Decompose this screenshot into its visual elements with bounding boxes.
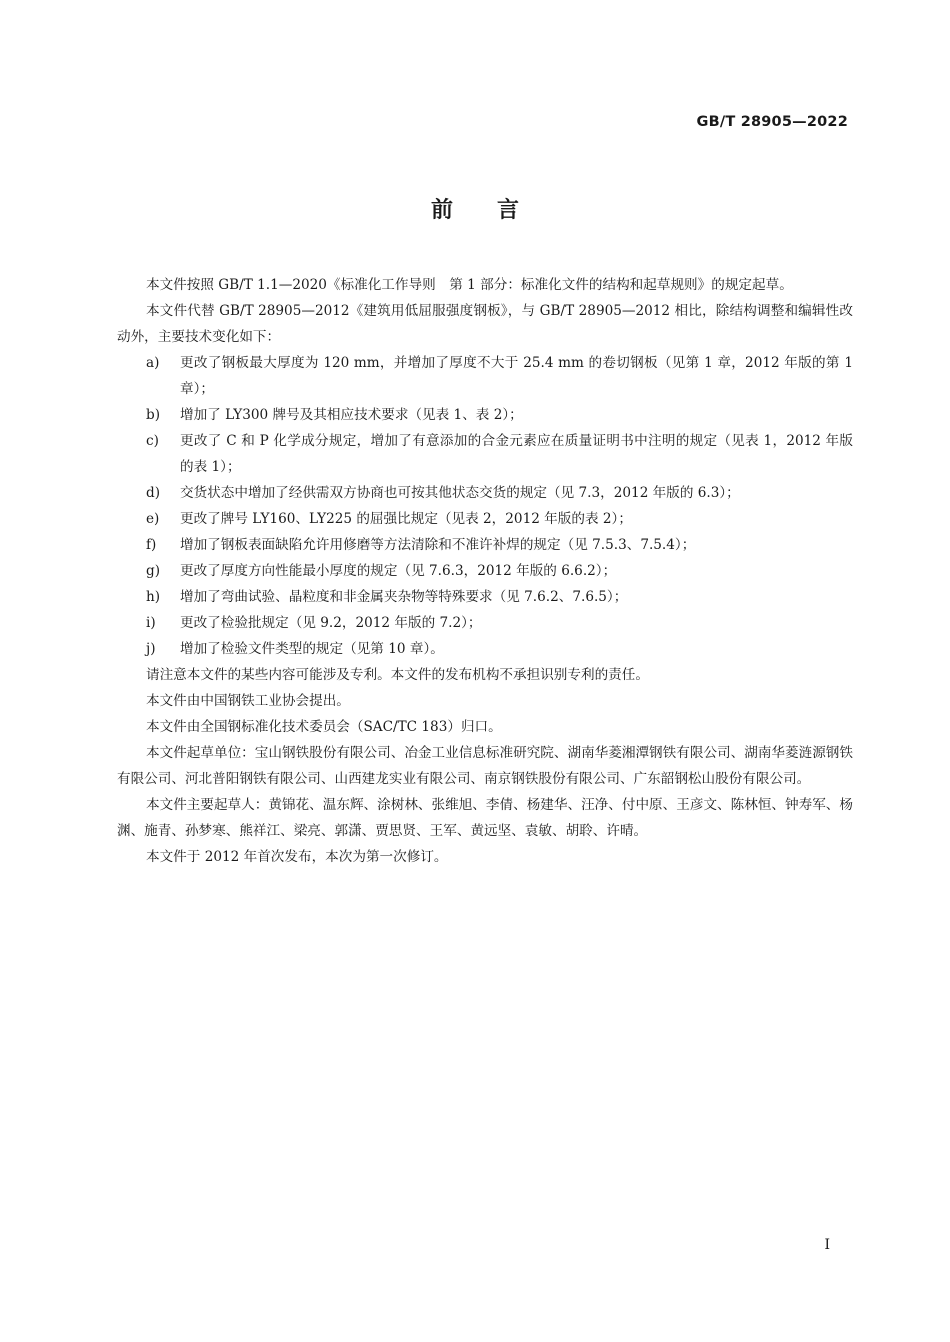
list-item-text: 增加了检验文件类型的规定（见第 10 章）。 [180, 641, 444, 657]
list-item [117, 350, 853, 402]
list-item-text: 增加了钢板表面缺陷允许用修磨等方法清除和不准许补焊的规定（见 7.5.3、7.5.4）； [180, 537, 696, 553]
list-item [117, 402, 853, 428]
list-item-text: 更改了厚度方向性能最小厚度的规定（见 7.6.3，2012 年版的 6.6.2）； [180, 563, 617, 579]
list-item-text: 更改了钢板最大厚度为 120 mm，并增加了厚度不大于 25.4 mm 的卷切钢板（见第 1 章，2012 年版的第 1 章）； [180, 355, 853, 397]
list-item-text: 更改了 C 和 P 化学成分规定，增加了有意添加的合金元素应在质量证明书中注明的规定（见表 1，2012 年版的表 1）； [180, 433, 853, 475]
foreword-body [117, 272, 853, 870]
list-item-text: 增加了弯曲试验、晶粒度和非金属夹杂物等特殊要求（见 7.6.2、7.6.5）； [180, 589, 628, 605]
list-item-text: 更改了牌号 LY160、LY225 的屈强比规定（见表 2，2012 年版的表 2）； [180, 511, 632, 527]
paragraph-proposed-by: 本文件由中国钢铁工业协会提出。 [146, 693, 350, 709]
paragraph-replaces: 本文件代替 GB/T 28905—2012《建筑用低屈服强度钢板》，与 GB/T 28905—2012 相比，除结构调整和编辑性改动外，主要技术变化如下： [117, 303, 853, 345]
list-item-label: f) [146, 537, 157, 553]
list-item [117, 610, 853, 636]
list-item-text: 增加了 LY300 牌号及其相应技术要求（见表 1、表 2）； [180, 407, 523, 423]
list-item [117, 584, 853, 610]
standard-number: GB/T 28905—2022 [696, 114, 848, 130]
list-item-label: b) [146, 407, 161, 423]
paragraph-publication-history: 本文件于 2012 年首次发布，本次为第一次修订。 [146, 849, 448, 865]
list-item-label: e) [146, 511, 160, 527]
paragraph-drafting-organizations: 本文件起草单位：宝山钢铁股份有限公司、冶金工业信息标准研究院、湖南华菱湘潭钢铁有限公司、湖南华菱涟源钢铁有限公司、河北普阳钢铁有限公司、山西建龙实业有限公司、南京钢铁股份有限公司、广东韶钢松山股份有限公司。 [117, 745, 853, 787]
list-item-label: h) [146, 589, 161, 605]
paragraph-drafting-rules: 本文件按照 GB/T 1.1—2020《标准化工作导则 第 1 部分：标准化文件的结构和起草规则》的规定起草。 [146, 277, 793, 293]
list-item-text: 更改了检验批规定（见 9.2，2012 年版的 7.2）； [180, 615, 482, 631]
page-number: I [824, 1237, 830, 1253]
page-title: 前言 [430, 198, 563, 223]
list-item [117, 532, 853, 558]
list-item-label: c) [146, 433, 159, 449]
list-item-label: j) [146, 641, 156, 657]
paragraph-patent-notice: 请注意本文件的某些内容可能涉及专利。本文件的发布机构不承担识别专利的责任。 [146, 667, 649, 683]
changes-list [117, 350, 853, 662]
list-item-label: g) [146, 563, 161, 579]
list-item-text: 交货状态中增加了经供需双方协商也可按其他状态交货的规定（见 7.3，2012 年版的 6.3）； [180, 485, 740, 501]
list-item-label: a) [146, 355, 160, 371]
paragraph-drafters: 本文件主要起草人：黄锦花、温东辉、涂树林、张维旭、李倩、杨建华、汪净、付中原、王彦文、陈林恒、钟寿军、杨渊、施青、孙梦寒、熊祥江、梁亮、郭潇、贾思贤、王军、黄远坚、袁敏、胡聆、许晴。 [117, 797, 853, 839]
list-item [117, 428, 853, 480]
list-item [117, 480, 853, 506]
list-item [117, 506, 853, 532]
list-item-label: i) [146, 615, 156, 631]
paragraph-under-jurisdiction: 本文件由全国钢标准化技术委员会（SAC/TC 183）归口。 [146, 719, 502, 735]
list-item [117, 558, 853, 584]
list-item-label: d) [146, 485, 161, 501]
list-item [117, 636, 853, 662]
